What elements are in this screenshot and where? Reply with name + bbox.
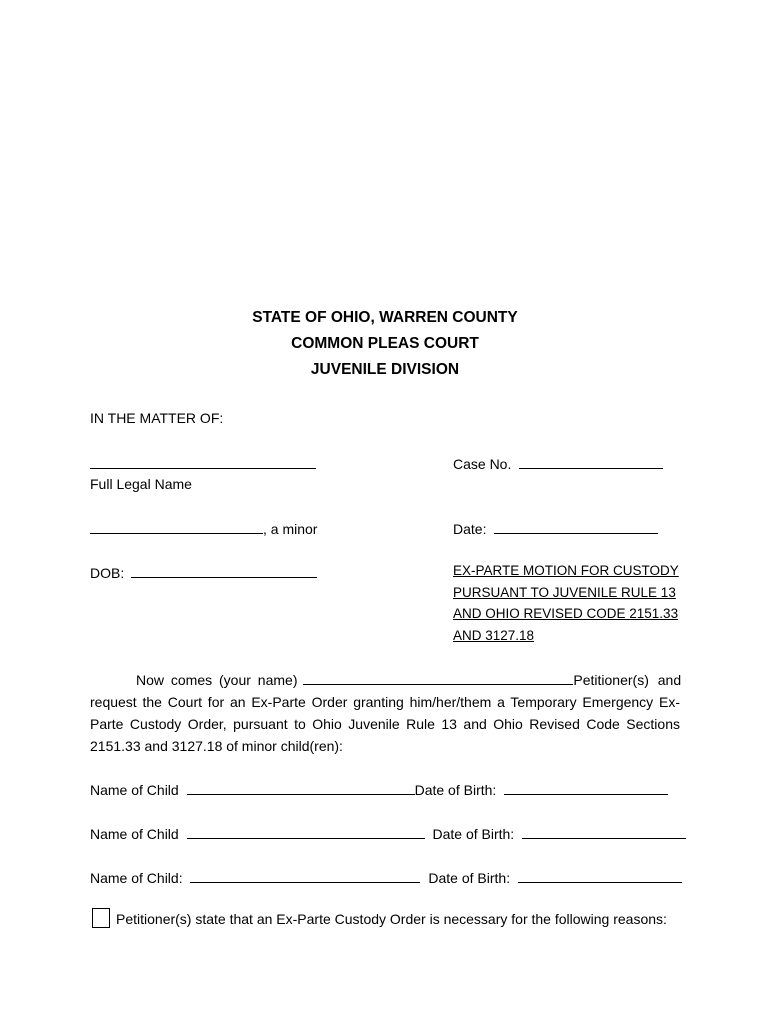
court-heading-state: STATE OF OHIO, WARREN COUNTY [252, 309, 518, 326]
motion-title-line-1: EX-PARTE MOTION FOR CUSTODY [453, 563, 679, 578]
motion-title-line-3: AND OHIO REVISED CODE 2151.33 [453, 606, 679, 621]
date-field[interactable] [494, 519, 658, 534]
minor-row [90, 519, 317, 537]
child-name-field[interactable] [190, 868, 420, 883]
paragraph-row-2: request the Court for an Ex-Parte Order granting him/her/them a Temporary Emergency Ex- [90, 694, 680, 710]
paragraph-row-4: 2151.33 and 3127.18 of minor child(ren): [90, 738, 343, 754]
motion-title-line-4: AND 3127.18 [453, 628, 535, 643]
child-dob-field[interactable] [518, 868, 682, 883]
child-name-field[interactable] [187, 824, 425, 839]
motion-title-line-2: PURSUANT TO JUVENILE RULE 13 [453, 585, 676, 600]
minor-name-field[interactable] [90, 519, 263, 534]
paragraph-row-3: Parte Custody Order, pursuant to Ohio Juvenile Rule 13 and Ohio Revised Code Sections [90, 716, 680, 732]
child-name-label: Name of Child [90, 826, 179, 842]
child-dob-field[interactable] [522, 824, 686, 839]
now-comes-text: Now comes (your name) [136, 672, 298, 688]
case-no-row [453, 454, 663, 472]
child-dob-field[interactable] [504, 780, 668, 795]
court-heading-division: JUVENILE DIVISION [310, 361, 460, 378]
child-row-2 [90, 824, 686, 842]
case-no-field[interactable] [519, 454, 663, 469]
court-heading-court: COMMON PLEAS COURT [291, 335, 479, 352]
child-name-label: Name of Child [90, 782, 179, 798]
child-dob-label: Date of Birth: [428, 870, 511, 886]
petitioners-and-text: Petitioner(s) and [573, 672, 682, 688]
dob-label: DOB: [90, 565, 125, 581]
matter-label: IN THE MATTER OF: [90, 410, 224, 426]
case-no-label: Case No. [453, 456, 512, 472]
date-row [453, 519, 658, 537]
reasons-checkbox-label: Petitioner(s) state that an Ex-Parte Custody Order is necessary for the following reasons: [116, 911, 667, 927]
reasons-checkbox[interactable] [92, 908, 110, 928]
child-name-label: Name of Child: [90, 870, 183, 886]
dob-row [90, 563, 317, 581]
child-name-field[interactable] [187, 780, 415, 795]
date-label: Date: [453, 521, 487, 537]
petitioner-name-field[interactable] [303, 670, 573, 685]
motion-paragraph [90, 669, 680, 757]
child-row-3 [90, 868, 682, 886]
child-row-1 [90, 780, 668, 798]
dob-field[interactable] [131, 563, 317, 578]
minor-suffix: , a minor [263, 521, 318, 537]
full-legal-name-label: Full Legal Name [90, 476, 192, 492]
paragraph-row-1 [90, 669, 680, 691]
full-legal-name-field[interactable] [90, 454, 316, 472]
child-dob-label: Date of Birth: [432, 826, 515, 842]
child-dob-label: Date of Birth: [414, 782, 497, 798]
